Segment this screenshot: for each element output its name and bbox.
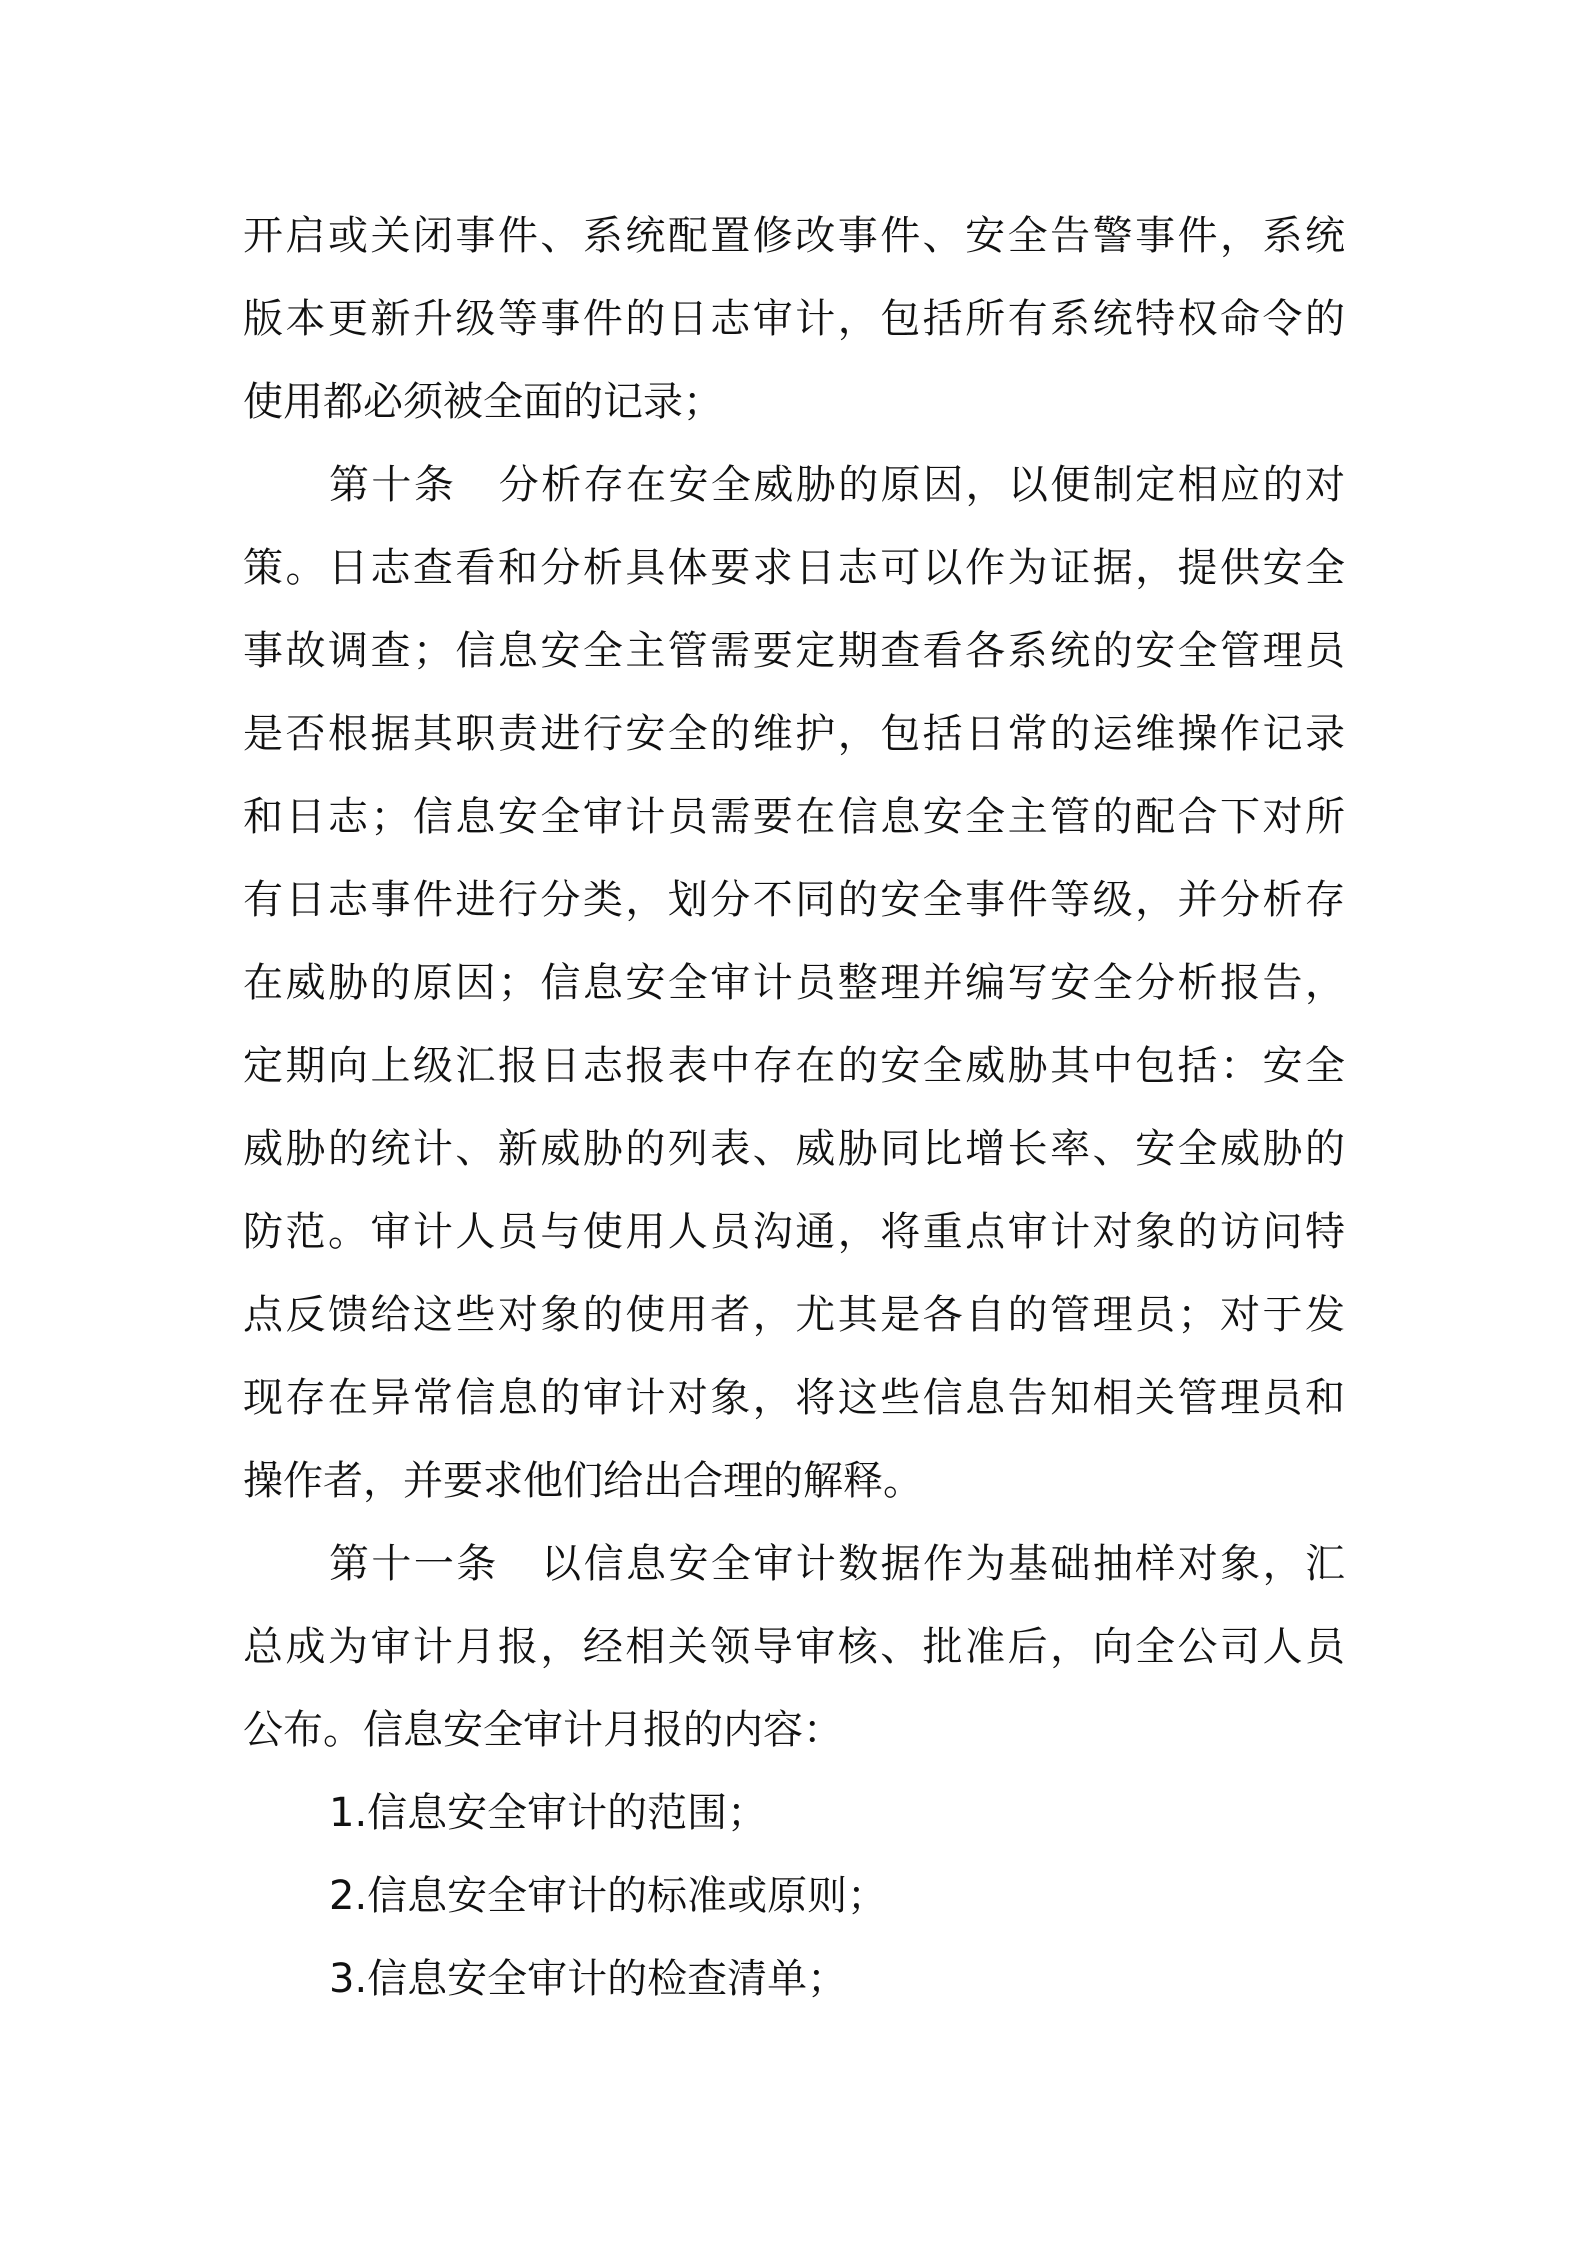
text-line: 事故调查；信息安全主管需要定期查看各系统的安全管理员 (243, 628, 1345, 674)
text-line: 2.信息安全审计的标准或原则； (329, 1873, 888, 1919)
text-line: 3.信息安全审计的检查清单； (329, 1956, 848, 2002)
text-line: 有日志事件进行分类，划分不同的安全事件等级，并分析存 (243, 877, 1345, 923)
text-line: 第十条 分析存在安全威胁的原因，以便制定相应的对 (329, 462, 1345, 508)
text-line: 策。日志查看和分析具体要求日志可以作为证据，提供安全 (243, 545, 1345, 591)
text-line: 现存在异常信息的审计对象，将这些信息告知相关管理员和 (243, 1375, 1345, 1421)
text-line: 在威胁的原因；信息安全审计员整理并编写安全分析报告， (243, 960, 1345, 1006)
text-line: 总成为审计月报，经相关领导审核、批准后，向全公司人员 (243, 1624, 1345, 1670)
text-line: 版本更新升级等事件的日志审计，包括所有系统特权命令的 (243, 296, 1345, 342)
text-line: 点反馈给这些对象的使用者，尤其是各自的管理员；对于发 (243, 1292, 1345, 1338)
text-line: 开启或关闭事件、系统配置修改事件、安全告警事件，系统 (243, 213, 1345, 259)
text-line: 操作者，并要求他们给出合理的解释。 (243, 1458, 923, 1504)
text-line: 和日志；信息安全审计员需要在信息安全主管的配合下对所 (243, 794, 1345, 840)
text-line: 防范。审计人员与使用人员沟通，将重点审计对象的访问特 (243, 1209, 1345, 1255)
text-line: 威胁的统计、新威胁的列表、威胁同比增长率、安全威胁的 (243, 1126, 1345, 1172)
text-line: 第十一条 以信息安全审计数据作为基础抽样对象，汇 (329, 1541, 1345, 1587)
text-line: 公布。信息安全审计月报的内容： (243, 1707, 843, 1753)
text-line: 使用都必须被全面的记录； (243, 379, 723, 425)
text-line: 是否根据其职责进行安全的维护，包括日常的运维操作记录 (243, 711, 1345, 757)
text-line: 定期向上级汇报日志报表中存在的安全威胁其中包括：安全 (243, 1043, 1345, 1089)
text-line: 1.信息安全审计的范围； (329, 1790, 768, 1836)
